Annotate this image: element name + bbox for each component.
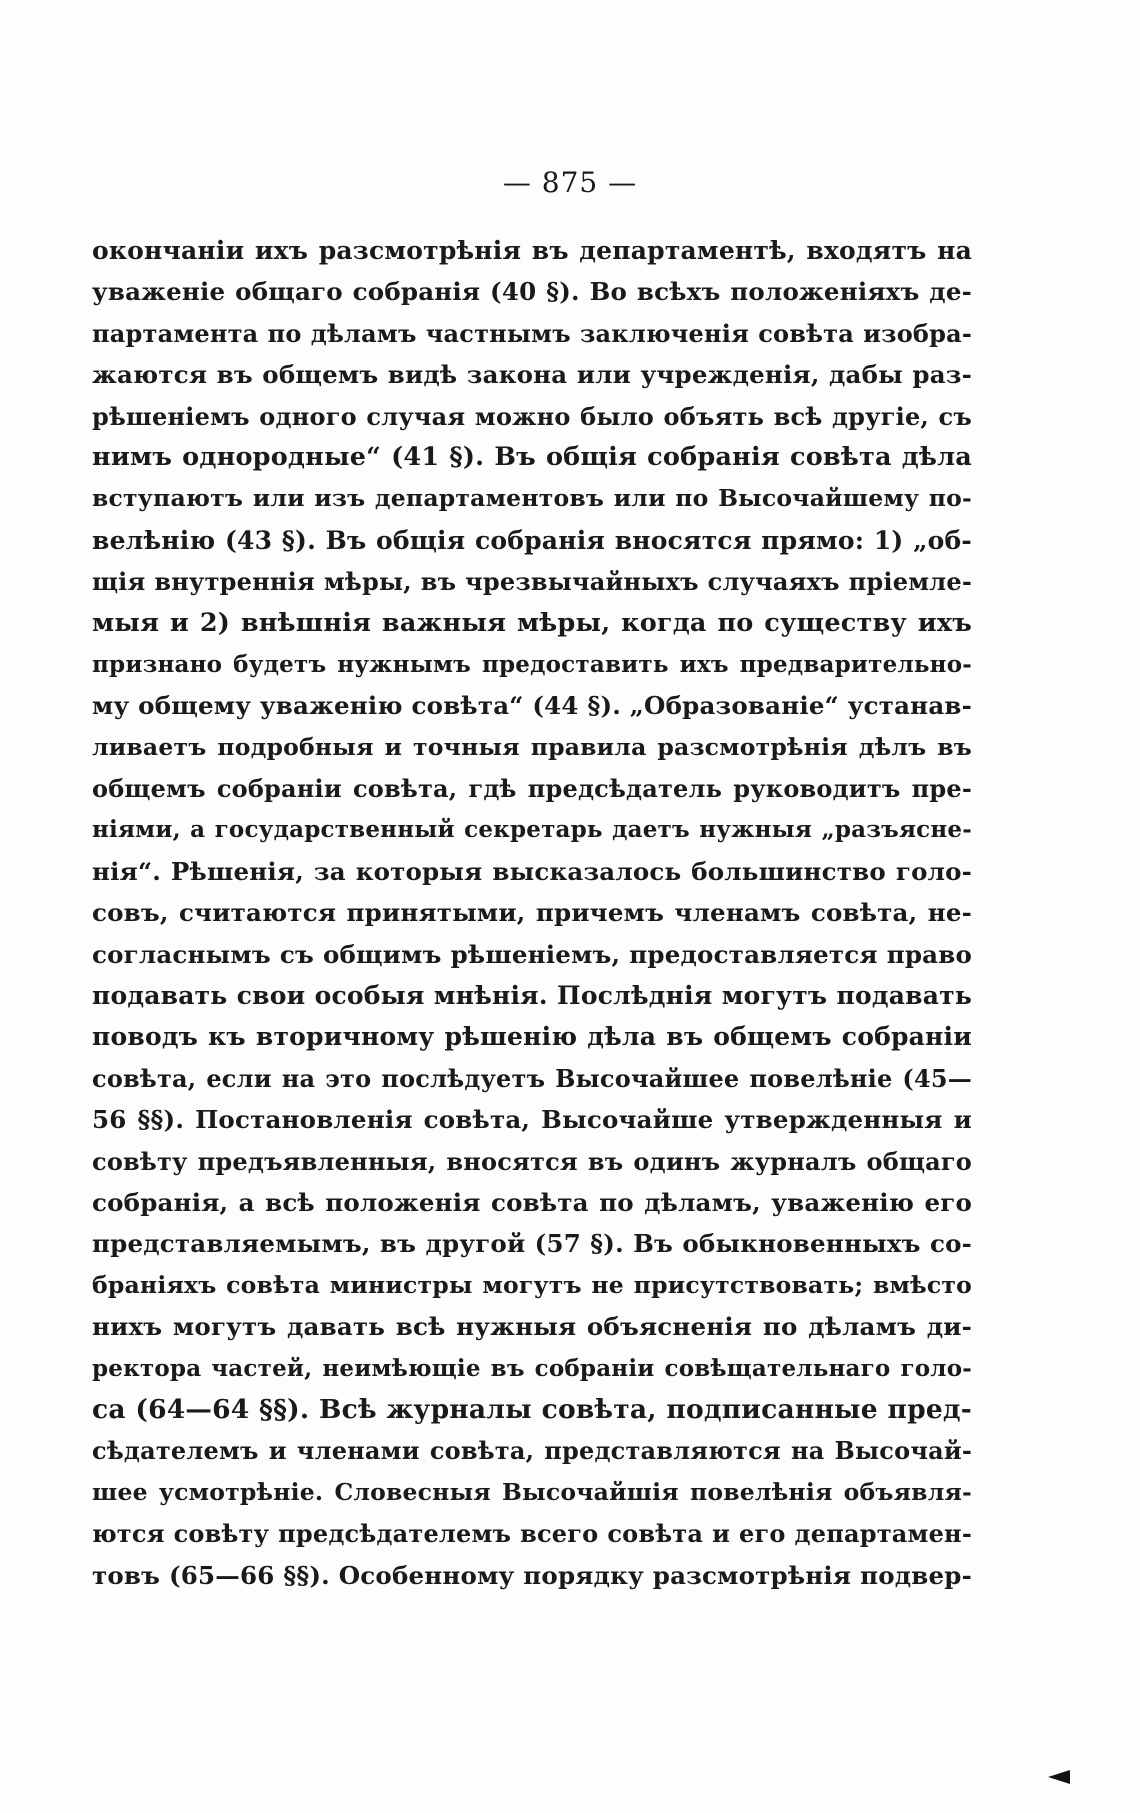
text-line: браніяхъ совѣта министры могутъ не присутствовать; вмѣсто — [92, 1270, 972, 1299]
text-line: представляемымъ, въ другой (57 §). Въ обыкновенныхъ со- — [92, 1229, 972, 1259]
text-line: нимъ однородные“ (41 §). Въ общія собранія совѣта дѣла — [92, 441, 972, 472]
text-line: ливаетъ подробныя и точныя правила разсмотрѣнія дѣлъ въ — [92, 732, 972, 761]
text-line: рѣшеніемъ одного случая можно было объять всѣ другіе, съ — [92, 401, 972, 431]
text-line: ректора частей, неимѣющіе въ собраніи совѣщательнаго голо- — [92, 1354, 972, 1382]
text-line: совѣта, если на это послѣдуетъ Высочайшее повелѣніе (45— — [92, 1063, 972, 1093]
text-line: велѣнію (43 §). Въ общія собранія вносятся прямо: 1) „об- — [92, 525, 972, 555]
page-number: — 875 — — [502, 166, 638, 199]
text-line: нія“. Рѣшенія, за которыя высказалось большинство голо- — [92, 856, 972, 886]
text-line: партамента по дѣламъ частнымъ заключенія совѣта изобра- — [92, 318, 972, 348]
text-line: му общему уваженію совѣта“ (44 §). „Образованіе“ устанав- — [92, 691, 972, 721]
text-line: товъ (65—66 §§). Особенному порядку разсмотрѣнія подвер- — [92, 1560, 972, 1590]
body-text — [92, 230, 972, 1596]
text-line: общемъ собраніи совѣта, гдѣ предсѣдатель руководитъ пре- — [92, 774, 972, 804]
print-mark-icon — [1048, 1770, 1070, 1784]
text-line: подавать свои особыя мнѣнія. Послѣднія могутъ подавать — [92, 981, 972, 1011]
text-line: признано будетъ нужнымъ предоставить ихъ предварительно- — [92, 650, 972, 678]
text-line: поводъ къ вторичному рѣшенію дѣла въ общемъ собраніи — [92, 1022, 972, 1052]
text-line: щія внутреннія мѣры, въ чрезвычайныхъ случаяхъ пріемле- — [92, 567, 972, 597]
text-line: совѣту предъявленныя, вносятся въ одинъ журналъ общаго — [92, 1146, 972, 1176]
text-line: вступаютъ или изъ департаментовъ или по Высочайшему по- — [92, 484, 972, 513]
text-line: ніями, а государственный секретарь даетъ нужныя „разъясне- — [92, 816, 972, 844]
text-line: уваженіе общаго собранія (40 §). Во всѣхъ положеніяхъ де- — [92, 277, 972, 307]
text-line: 56 §§). Постановленія совѣта, Высочайше утвержденныя и — [92, 1105, 972, 1135]
text-line: са (64—64 §§). Всѣ журналы совѣта, подписанные пред- — [92, 1393, 972, 1425]
text-line: сѣдателемъ и членами совѣта, представляются на Высочай- — [92, 1436, 972, 1466]
text-line: мыя и 2) внѣшнія важныя мѣры, когда по существу ихъ — [92, 607, 972, 638]
text-line: окончаніи ихъ разсмотрѣнія въ департаментѣ, входятъ на — [92, 236, 972, 265]
text-line: шее усмотрѣніе. Словесныя Высочайшія повелѣнія объявля- — [92, 1477, 972, 1506]
text-line: согласнымъ съ общимъ рѣшеніемъ, предоставляется право — [92, 939, 972, 969]
text-line: жаются въ общемъ видѣ закона или учрежденія, дабы раз- — [92, 360, 972, 390]
text-line: нихъ могутъ давать всѣ нужныя объясненія по дѣламъ ди- — [92, 1312, 972, 1342]
text-line: совъ, считаются принятыми, причемъ членамъ совѣта, не- — [92, 898, 972, 928]
text-line: ются совѣту предсѣдателемъ всего совѣта и его департамен- — [92, 1519, 972, 1549]
text-line: собранія, а всѣ положенія совѣта по дѣламъ, уваженію его — [92, 1187, 972, 1217]
